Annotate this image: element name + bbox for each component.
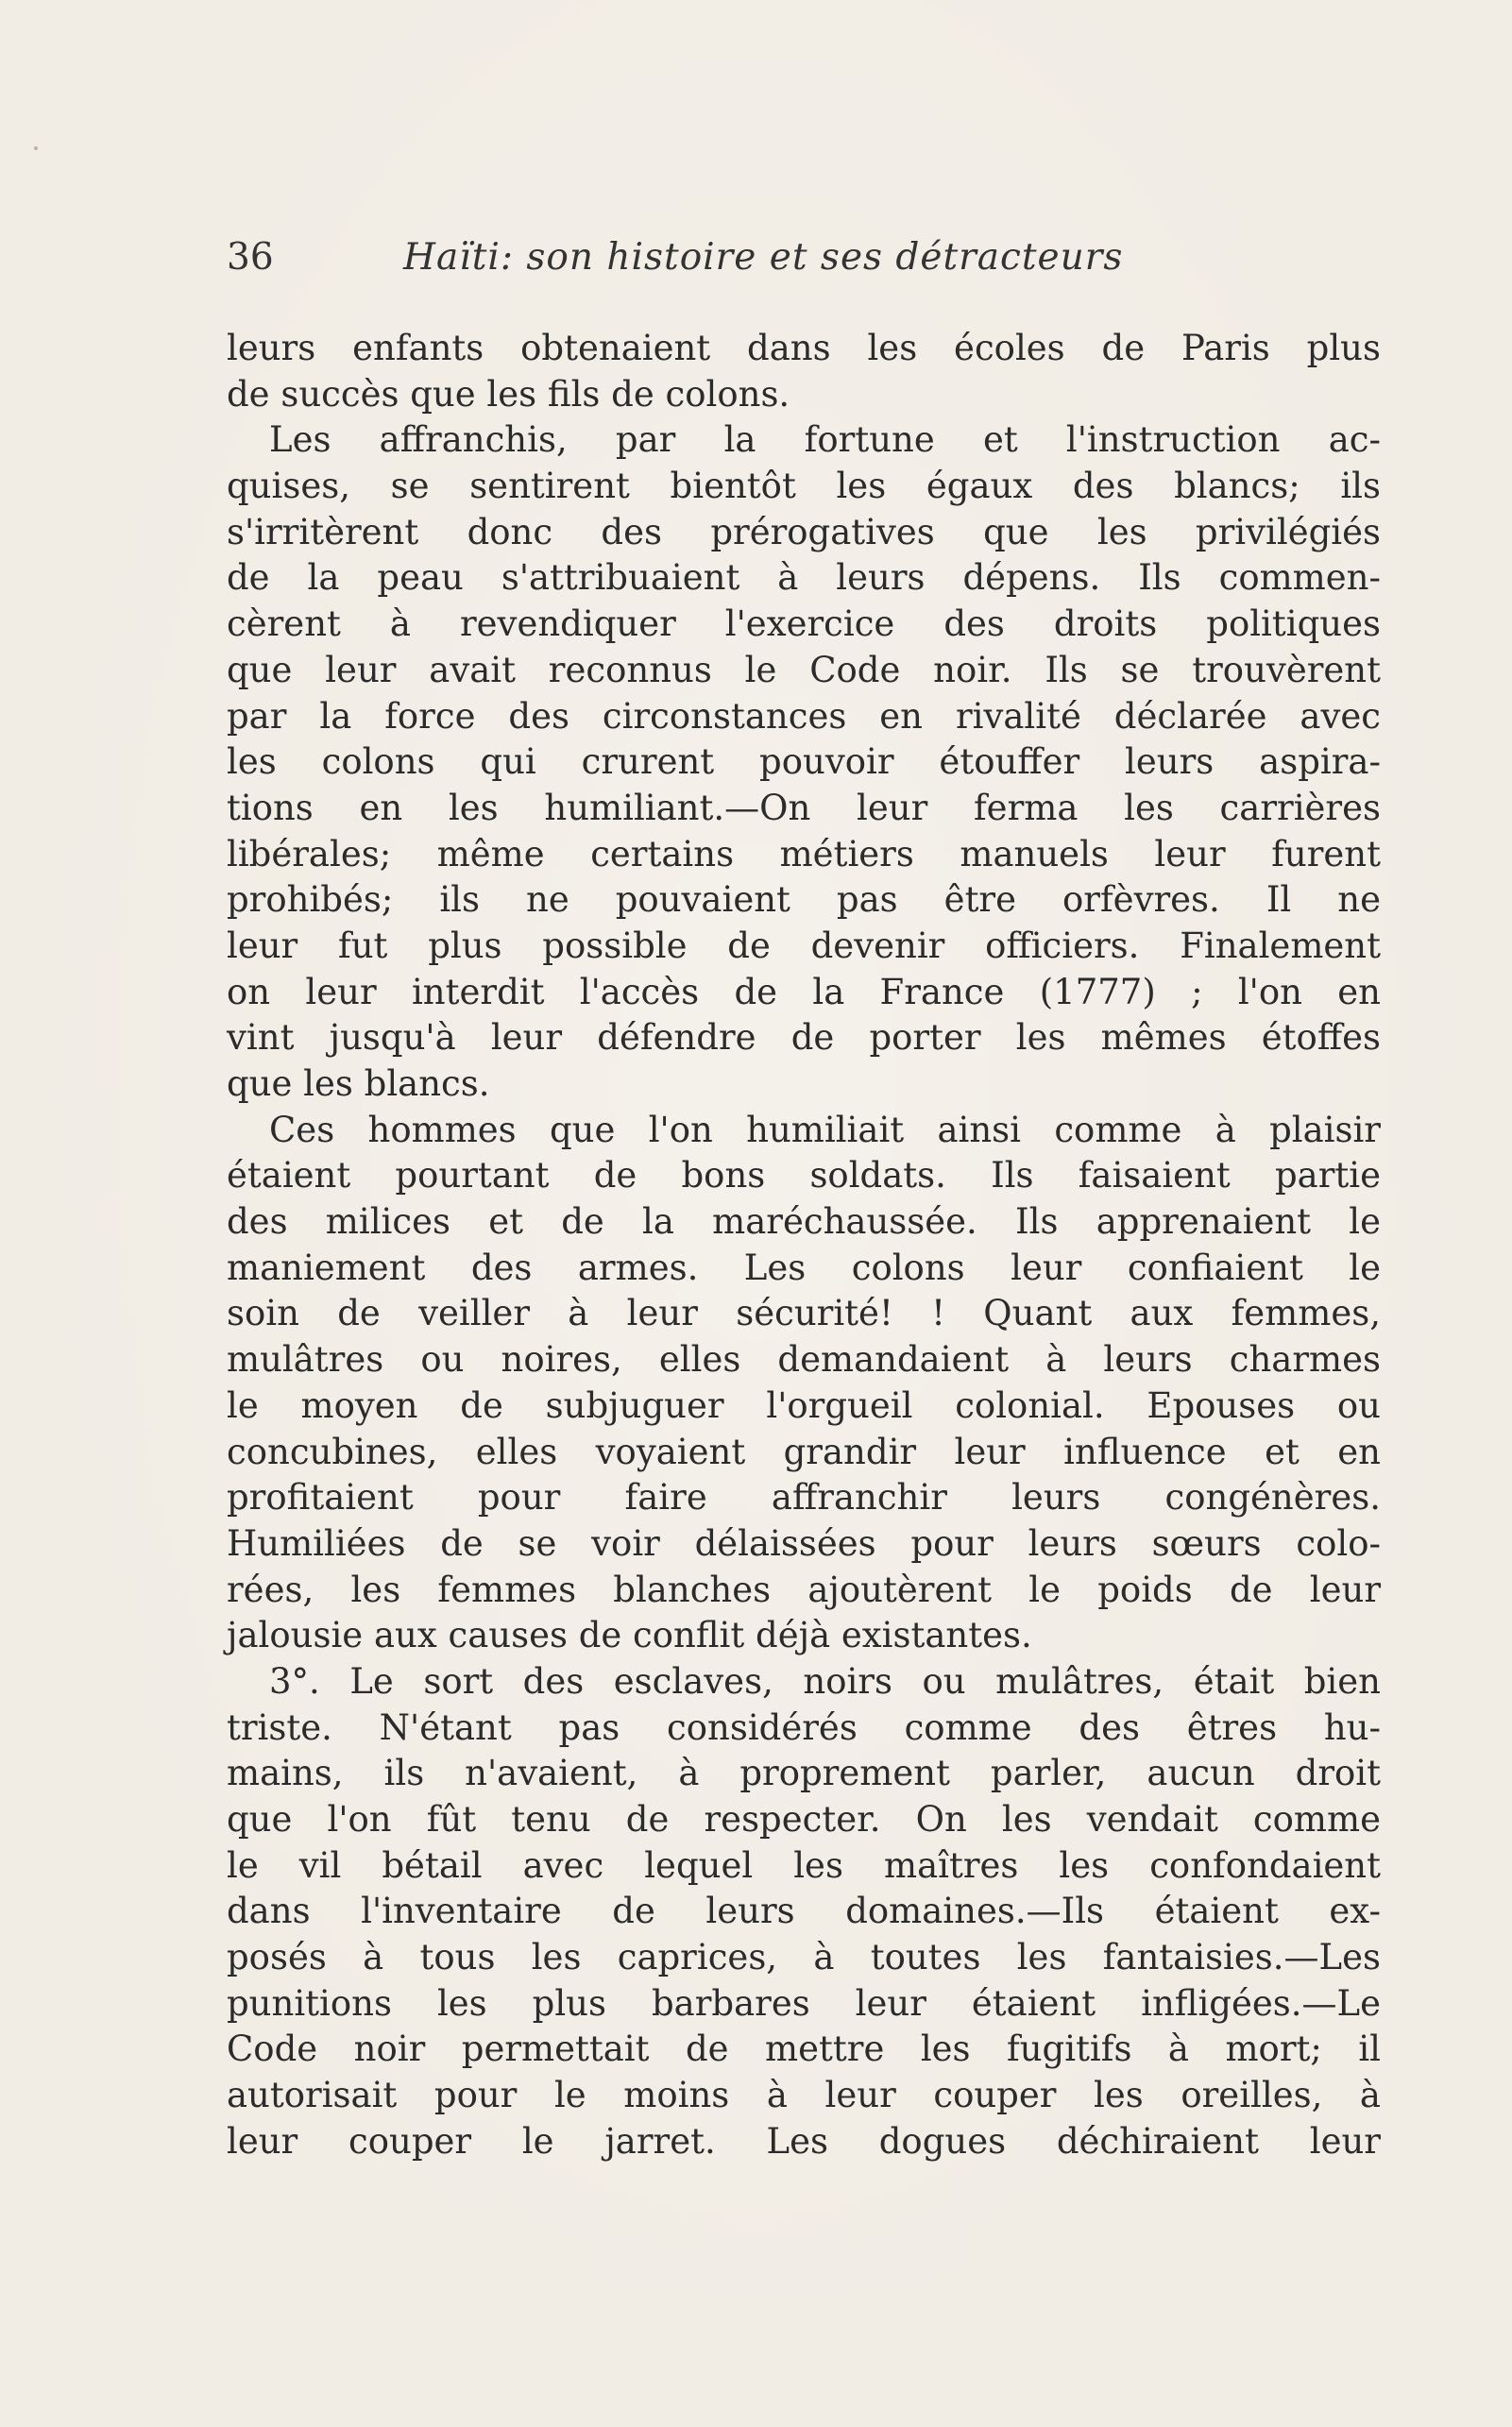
text-line: le moyen de subjuguer l'orgueil colonial. Epouses ou	[227, 1384, 1381, 1426]
text-line: le vil bétail avec lequel les maîtres les confondaient	[227, 1844, 1381, 1886]
text-line: concubines, elles voyaient grandir leur influence et en	[227, 1431, 1381, 1472]
text-line: posés à tous les caprices, à toutes les fantaisies.—Les	[227, 1937, 1381, 1978]
text-line: rées, les femmes blanches ajoutèrent le poids de leur	[227, 1569, 1381, 1610]
text-line: leur couper le jarret. Les dogues déchiraient leur	[227, 2120, 1381, 2162]
text-line: soin de veiller à leur sécurité! ! Quant aux femmes,	[227, 1293, 1381, 1334]
page-number: 36	[227, 236, 274, 279]
text-line: cèrent à revendiquer l'exercice des droits politiques	[227, 603, 1381, 645]
text-line: Code noir permettait de mettre les fugitifs à mort; il	[227, 2028, 1381, 2070]
text-line: triste. N'étant pas considérés comme des êtres hu-	[227, 1706, 1381, 1748]
text-line: dans l'inventaire de leurs domaines.—Ils étaient ex-	[227, 1891, 1381, 1932]
text-line: mains, ils n'avaient, à proprement parler, aucun droit	[227, 1753, 1381, 1794]
text-line: Ces hommes que l'on humiliait ainsi comme à plaisir	[269, 1109, 1381, 1150]
text-line: libérales; même certains métiers manuels leur furent	[227, 833, 1381, 874]
text-line: punitions les plus barbares leur étaient infligées.—Le	[227, 1982, 1381, 2024]
text-line: de succès que les fils de colons.	[227, 373, 790, 415]
text-line: étaient pourtant de bons soldats. Ils faisaient partie	[227, 1155, 1381, 1197]
text-line: par la force des circonstances en rivalité déclarée avec	[227, 695, 1381, 737]
text-line: leur fut plus possible de devenir officiers. Finalement	[227, 925, 1381, 966]
body-text	[227, 326, 1381, 2165]
text-line: de la peau s'attribuaient à leurs dépens. Ils commen-	[227, 557, 1381, 599]
text-line: les colons qui crurent pouvoir étouffer leurs aspira-	[227, 741, 1381, 783]
text-line: autorisait pour le moins à leur couper les oreilles, à	[227, 2075, 1381, 2116]
text-line: leurs enfants obtenaient dans les écoles de Paris plus	[227, 328, 1381, 368]
text-line: Humiliées de se voir délaissées pour leurs sœurs colo-	[227, 1522, 1381, 1564]
page-header	[227, 236, 1379, 293]
text-line: maniement des armes. Les colons leur confiaient le	[227, 1247, 1381, 1288]
text-line: prohibés; ils ne pouvaient pas être orfèvres. Il ne	[227, 879, 1381, 921]
paper-speck	[34, 146, 38, 150]
text-line: Les affranchis, par la fortune et l'instruction ac-	[269, 419, 1381, 461]
text-line: que l'on fût tenu de respecter. On les vendait comme	[227, 1799, 1381, 1840]
text-line: mulâtres ou noires, elles demandaient à leurs charmes	[227, 1339, 1381, 1381]
text-line: quises, se sentirent bientôt les égaux des blancs; ils	[227, 466, 1381, 507]
text-line: profitaient pour faire affranchir leurs congénères.	[227, 1477, 1381, 1519]
text-line: que leur avait reconnus le Code noir. Ils se trouvèrent	[227, 649, 1381, 690]
text-line: des milices et de la maréchaussée. Ils apprenaient le	[227, 1201, 1381, 1243]
text-line: jalousie aux causes de conflit déjà existantes.	[227, 1615, 1032, 1656]
text-line: 3°. Le sort des esclaves, noirs ou mulâtres, était bien	[269, 1660, 1381, 1702]
text-line: on leur interdit l'accès de la France (1777) ; l'on en	[227, 971, 1381, 1012]
text-line: tions en les humiliant.—On leur ferma les carrières	[227, 787, 1381, 828]
text-line: vint jusqu'à leur défendre de porter les mêmes étoffes	[227, 1017, 1381, 1059]
text-line: s'irritèrent donc des prérogatives que les privilégiés	[227, 511, 1381, 552]
text-line: que les blancs.	[227, 1063, 490, 1104]
running-title: Haïti: son histoire et ses détracteurs	[403, 236, 1124, 279]
